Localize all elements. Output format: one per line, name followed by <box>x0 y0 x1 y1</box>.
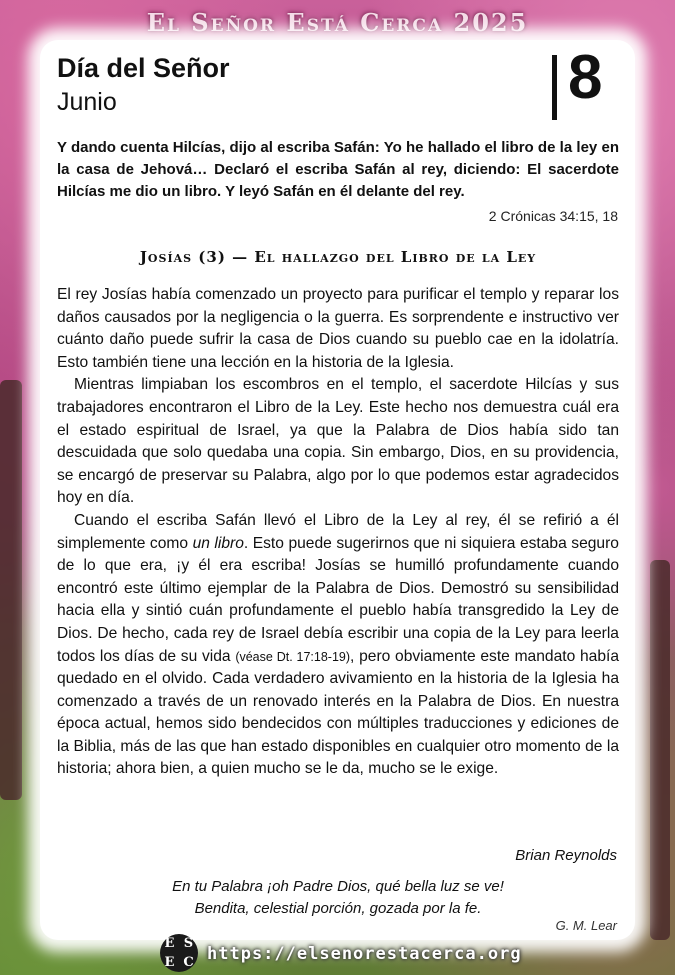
logo-letter-2: S <box>183 936 194 951</box>
paragraph-1: El rey Josías había comenzado un proyecto para purificar el templo y reparar los daños causados por la negligencia o la guerra. Es sorprendente e instructivo ver cuánto daño puede sufrir la casa de Dios cuando su pueblo cae en la idolatría. Esto también tiene una lección en la historia de la Iglesia. <box>57 286 619 371</box>
page-title: Día del Señor <box>57 53 230 83</box>
logo-letter-3: E <box>164 955 175 970</box>
logo-letter-1: E <box>164 936 175 951</box>
date-divider <box>552 55 557 120</box>
scripture-reference: 2 Crónicas 34:15, 18 <box>488 208 618 224</box>
poem-line-1: En tu Palabra ¡oh Padre Dios, qué bella luz se ve! <box>172 878 504 895</box>
month-label: Junio <box>57 88 117 116</box>
day-number: 8 <box>568 43 603 112</box>
background-trunk-left <box>0 380 22 800</box>
paragraph-2: Mientras limpiaban los escombros en el templo, el sacerdote Hilcías y sus trabajadores encontraron el Libro de la Ley. Este hecho nos demuestra cuál era el estado espiritual de Israel, ya que la Palabra de Dios había sido tan descuidada que solo quedaba una copia. Sin embargo, Dios, en su providencia, se encargó de preservar su Palabra, algo por lo que podemos estar agradecidos hoy en día. <box>57 376 619 507</box>
poem-line-2: Bendita, celestial porción, gozada por la fe. <box>194 900 482 917</box>
website-link[interactable]: https://elsenorestacerca.org <box>207 944 522 964</box>
closing-poem <box>57 876 619 920</box>
logo-letter-4: C <box>183 955 194 970</box>
paragraph-3-part-b: . Esto puede sugerirnos que ni siquiera estaba seguro de lo que era, ¡y él era escriba! Josías se humilló profundamente cuando encontró este último ejemplar de la Palabra de Dios. Demostró su sensibilidad hacia ella y sintió cuán profundamente el pueblo había transgredido la Ley de Dios. De hecho, cada rey de Israel debía escribir una copia de la Ley para leerla todos los días de su vida <box>57 534 619 665</box>
author-name: Brian Reynolds <box>515 847 617 864</box>
scripture-verse: Y dando cuenta Hilcías, dijo al escriba Safán: Yo he hallado el libro de la ley en la casa de Jehová… Declaró el escriba Safán al rey, diciendo: El sacerdote Hilcías me dio un libro. Y leyó Safán en él delante del rey. <box>57 139 619 200</box>
paragraph-3-part-c: , pero obviamente este mandato había quedado en el olvido. Cada verdadero avivamiento en la historia de la Iglesia ha comenzado a través de un renovado interés en la Palabra de Dios. En nuestra época actual, hemos sido bendecidos con múltiples traducciones y ediciones de la Biblia, más de las que han estado disponibles en cualquier otro momento de la historia; ahora bien, a quien mucho se le da, mucho se le exige. <box>57 647 619 778</box>
series-banner: El Señor Está Cerca 2025 <box>146 8 529 37</box>
paragraph-3 <box>57 510 619 781</box>
paragraph-3-cross-reference: (véase Dt. 17:18-19) <box>235 649 351 664</box>
poem-author: G. M. Lear <box>555 918 617 933</box>
topic-heading: Josías (3) — El hallazgo del Libro de la Ley <box>139 248 537 266</box>
paragraph-3-emphasis: un libro <box>192 534 244 552</box>
paragraph-3-part-a: Cuando el escriba Safán llevó el Libro de la Ley al rey, él se refirió a él simplemente como <box>57 511 619 552</box>
devotional-body <box>57 284 619 781</box>
background-trunk-right <box>650 560 670 940</box>
esec-logo <box>160 934 198 972</box>
